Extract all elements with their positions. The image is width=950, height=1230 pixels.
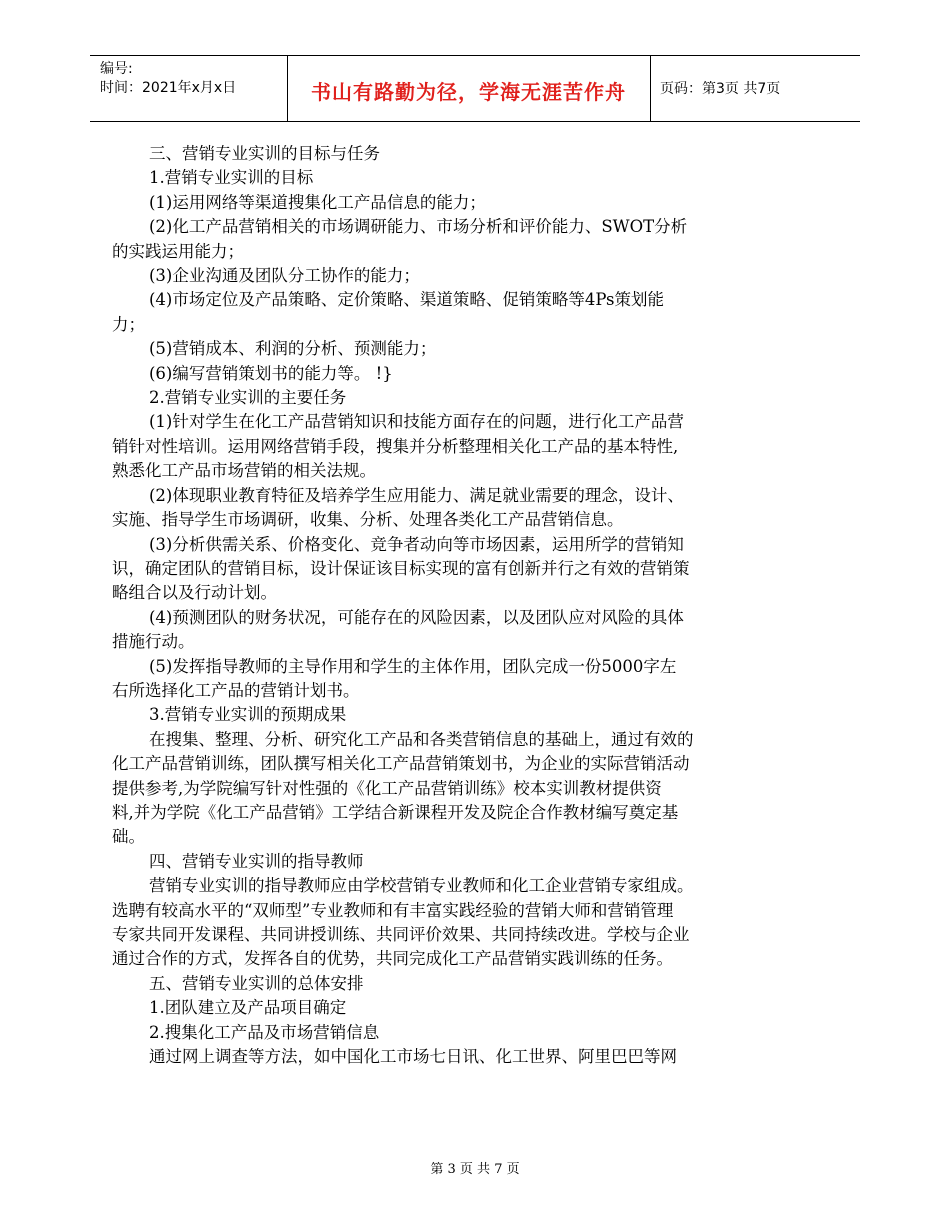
text-line: 熟悉化工产品市场营销的相关法规。 [112,461,376,481]
text-line: 选聘有较高水平的“双师型”专业教师和有丰富实践经验的营销大师和营销管理 [112,900,674,920]
document-date: 时间：2021年x月x日 [100,80,237,96]
page-header [90,55,860,122]
text-line: 通过网上调查等方法，如中国化工市场七日讯、化工世界、阿里巴巴等网 [149,1047,677,1067]
text-line: 力； [112,314,145,334]
text-line: 在搜集、整理、分析、研究化工产品和各类营销信息的基础上，通过有效的 [149,729,694,749]
text-line: 1.营销专业实训的目标 [149,168,314,188]
text-line: 专家共同开发课程、共同讲授训练、共同评价效果、共同持续改进。学校与企业 [112,925,690,944]
text-line: 化工产品营销训练，团队撰写相关化工产品营销策划书，为企业的实际营销活动 [112,754,690,774]
text-line: 措施行动。 [112,632,195,652]
header-meta [100,60,236,98]
header-page-info: 页码：第3页 共7页 [660,81,781,97]
text-line: (3)分析供需关系、价格变化、竞争者动向等市场因素，运用所学的营销知 [149,534,684,554]
text-line: 五、营销专业实训的总体安排 [149,973,364,993]
text-line: 识，确定团队的营销目标，设计保证该目标实现的富有创新并行之有效的营销策 [112,558,690,578]
text-line: 右所选择化工产品的营销计划书。 [112,680,360,700]
text-line: 实施、指导学生市场调研，收集、分析、处理各类化工产品营销信息。 [112,510,624,530]
text-line: 营销专业实训的指导教师应由学校营销专业教师和化工企业营销专家组成。 [149,876,694,896]
text-line: 2.搜集化工产品及市场营销信息 [149,1022,380,1042]
header-divider [650,56,651,121]
text-line: (1)针对学生在化工产品营销知识和技能方面存在的问题，进行化工产品营 [149,412,684,432]
text-line: 1.团队建立及产品项目确定 [149,998,347,1018]
text-line: (2)化工产品营销相关的市场调研能力、市场分析和评价能力、SWOT分析 [149,217,688,237]
page-footer: 第 3 页 共 7 页 [430,1162,520,1177]
text-line: 四、营销专业实训的指导教师 [149,851,364,871]
text-line: (5)营销成本、利润的分析、预测能力； [149,339,437,359]
header-motto: 书山有路勤为径，学海无涯苦作舟 [311,80,626,104]
text-line: (5)发挥指导教师的主导作用和学生的主体作用，团队完成一份5000字左 [149,656,677,676]
text-line: (3)企业沟通及团队分工协作的能力； [149,266,420,286]
document-body [112,142,766,1069]
text-line: (2)体现职业教育特征及培养学生应用能力、满足就业需要的理念，设计、 [149,485,684,505]
text-line: (4)市场定位及产品策略、定价策略、渠道策略、促销策略等4Ps策划能 [149,290,664,310]
text-line: (4)预测团队的财务状况，可能存在的风险因素，以及团队应对风险的具体 [149,607,684,627]
text-line: 料,并为学院《化工产品营销》工学结合新课程开发及院企合作教材编写奠定基 [112,802,679,822]
text-line: 销针对性培训。运用网络营销手段，搜集并分析整理相关化工产品的基本特性, [112,436,679,456]
text-line: 的实践运用能力； [112,241,244,261]
text-line: 略组合以及行动计划。 [112,583,277,603]
text-line: 三、营销专业实训的目标与任务 [149,144,380,163]
text-line: 2.营销专业实训的主要任务 [149,388,347,408]
text-line: (6)编写营销策划书的能力等。 !} [149,363,393,383]
text-line: 提供参考,为学院编写针对性强的《化工产品营销训练》校本实训教材提供资 [112,778,662,798]
text-line: 础。 [112,827,145,847]
text-line: 通过合作的方式，发挥各自的优势，共同完成化工产品营销实践训练的任务。 [112,949,673,969]
document-number-label: 编号: [100,61,133,77]
text-line: 3.营销专业实训的预期成果 [149,705,347,725]
text-line: (1)运用网络等渠道搜集化工产品信息的能力； [149,192,486,212]
